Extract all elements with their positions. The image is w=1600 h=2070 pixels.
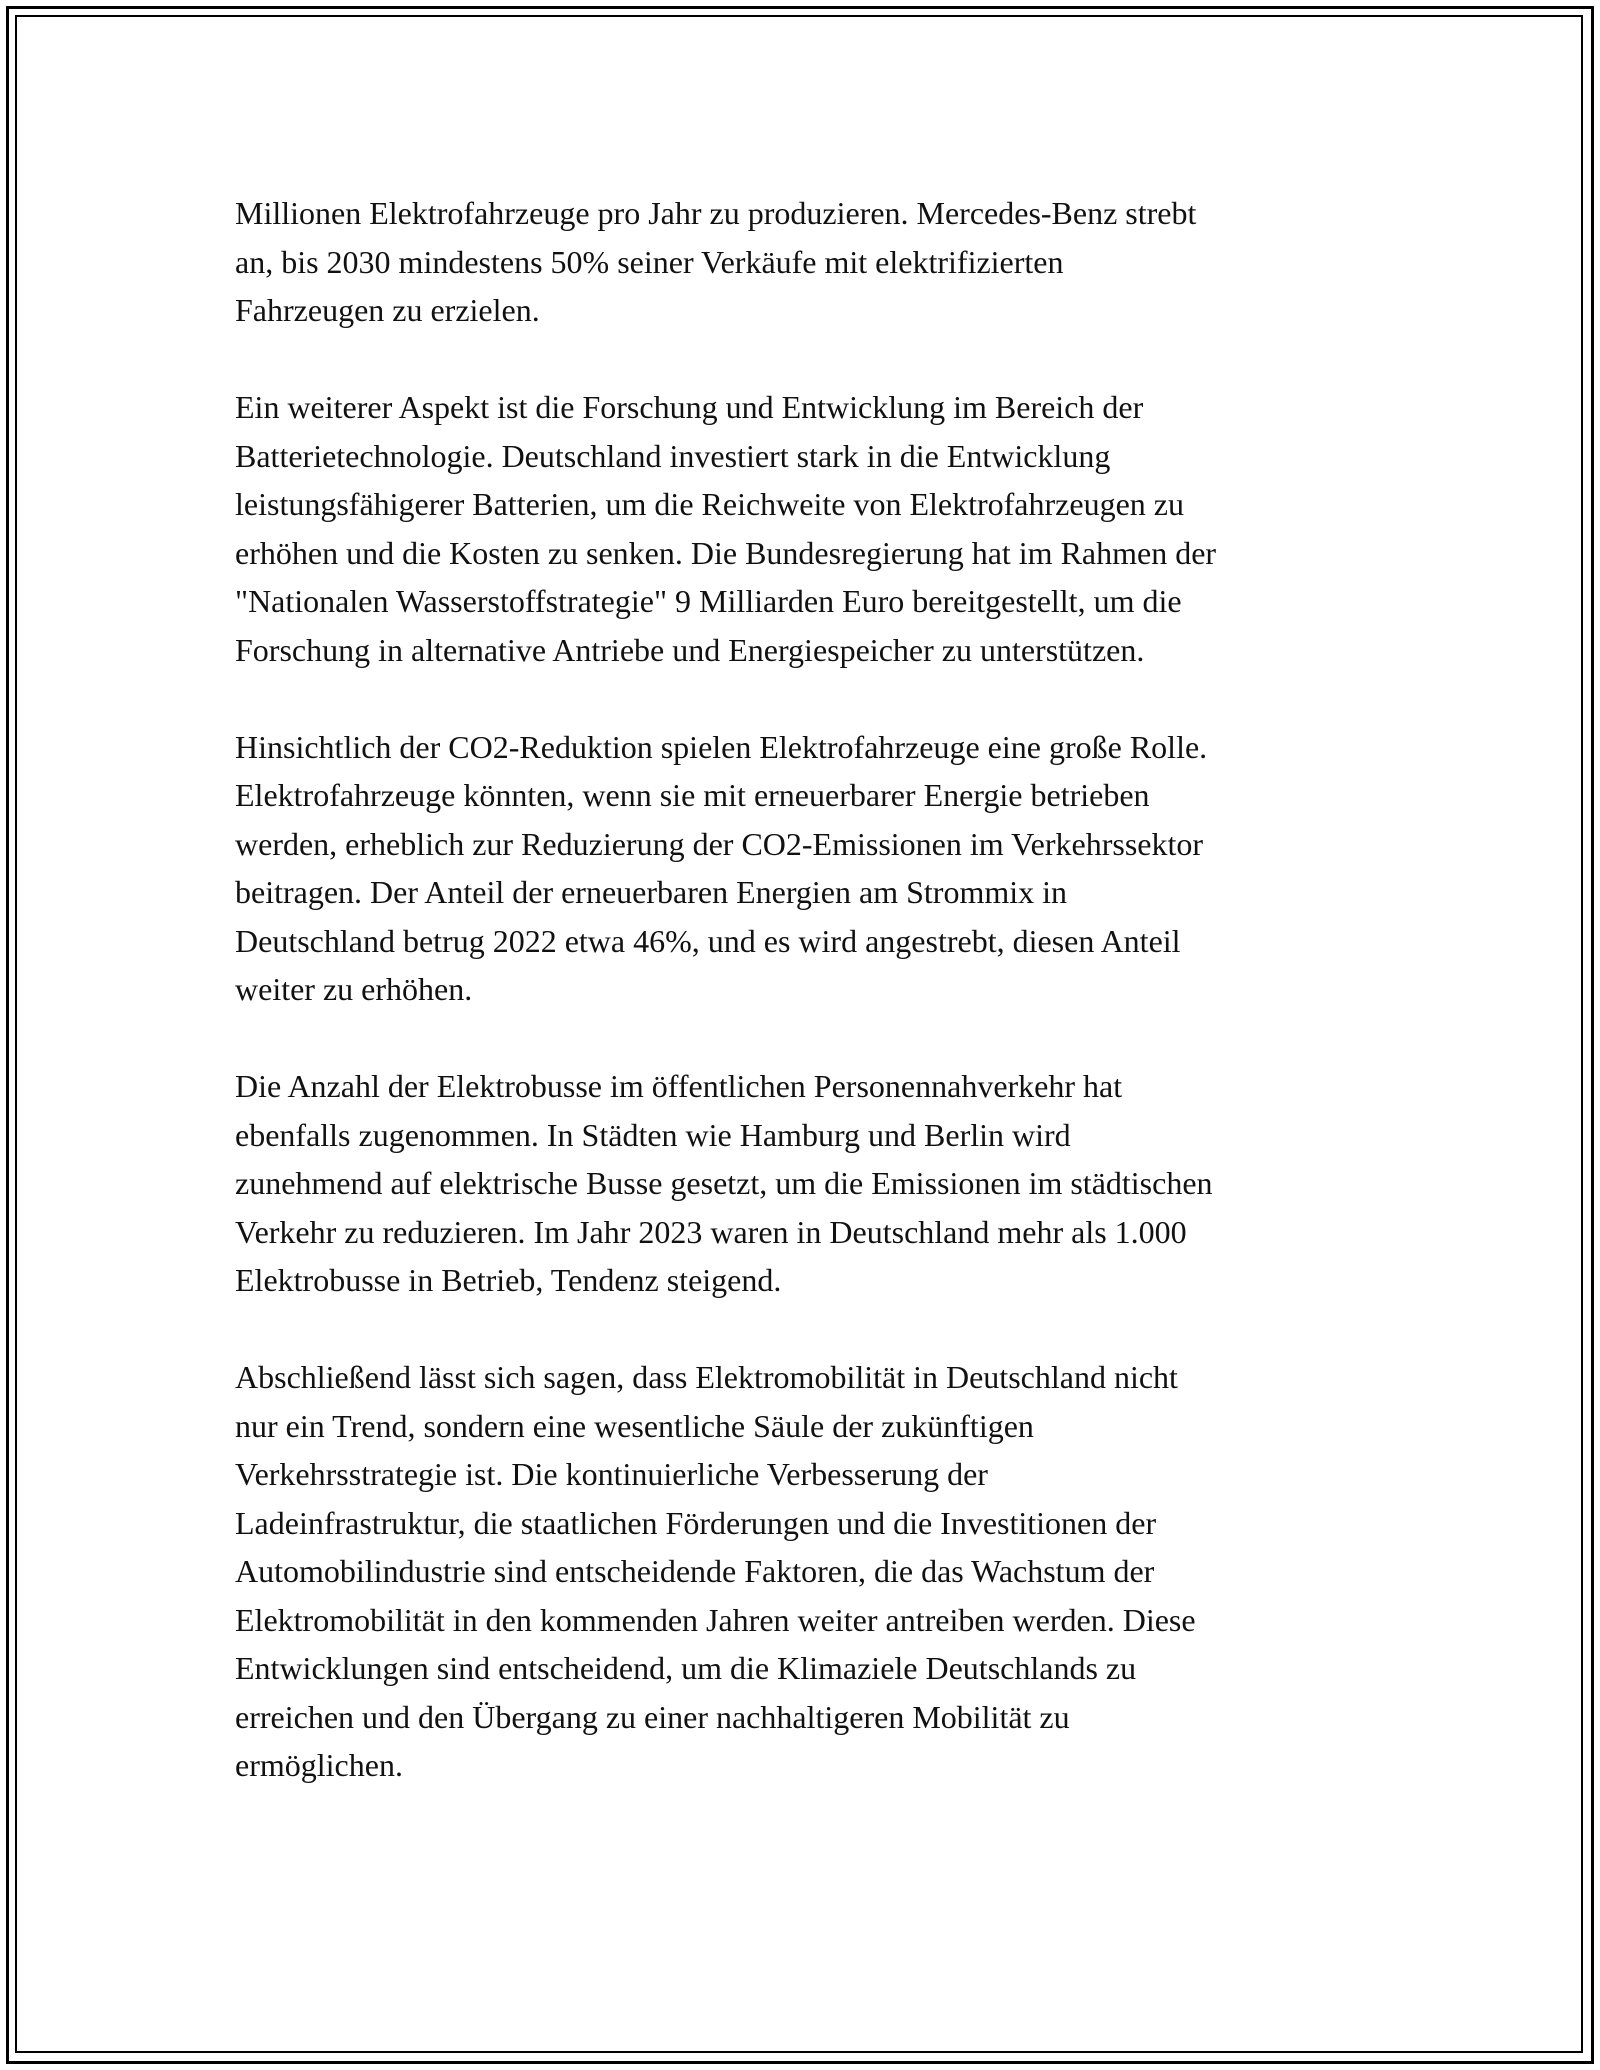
paragraph-electric-buses: Die Anzahl der Elektrobusse im öffentlichen Personennahverkehr hat ebenfalls zugenommen. In Städten wie Hamburg und Berlin wird zunehmend auf elektrische Busse gesetzt, um die Emissionen im städtischen Verkehr zu reduzieren. Im Jahr 2023 waren in Deutschland mehr als 1.000 Elektrobusse in Betrieb, Tendenz steigend. [235,1068,1213,1298]
paragraph-battery-research: Ein weiterer Aspekt ist die Forschung und Entwicklung im Bereich der Batterietechnologie. Deutschland investiert stark in die Entwicklung leistungsfähigerer Batterien, um die Reichweite von Elektrofahrzeugen zu erhöhen und die Kosten zu senken. Die Bundesregierung hat im Rahmen der "Nationalen Wasserstoffstrategie" 9 Milliarden Euro bereitgestellt, um die Forschung in alternative Antriebe und Energiespeicher zu unterstützen. [235,389,1217,668]
paragraph-conclusion: Abschließend lässt sich sagen, dass Elektromobilität in Deutschland nicht nur ein Trend, sondern eine wesentliche Säule der zukünftigen Verkehrsstrategie ist. Die kontinuierliche Verbesserung der Ladeinfrastruktur, die staatlichen Förderungen und die Investitionen der Automobilindustrie sind entscheidende Faktoren, die das Wachstum der Elektromobilität in den kommenden Jahren weiter antreiben werden. Diese Entwicklungen sind entscheidend, um die Klimaziele Deutschlands zu erreichen und den Übergang zu einer nachhaltigeren Mobilität zu ermöglichen. [235,1359,1196,1783]
paragraph-production-goals: Millionen Elektrofahrzeuge pro Jahr zu produzieren. Mercedes-Benz strebt an, bis 2030 mindestens 50% seiner Verkäufe mit elektrifizierten Fahrzeugen zu erzielen. [235,195,1197,328]
paragraph-co2-reduction: Hinsichtlich der CO2-Reduktion spielen Elektrofahrzeuge eine große Rolle. Elektrofahrzeuge könnten, wenn sie mit erneuerbarer Energie betrieben werden, erheblich zur Reduzierung der CO2-Emissionen im Verkehrssektor beitragen. Der Anteil der erneuerbaren Energien am Strommix in Deutschland betrug 2022 etwa 46%, und es wird angestrebt, diesen Anteil weiter zu erhöhen. [235,728,1208,1007]
document-body [235,189,1365,1838]
